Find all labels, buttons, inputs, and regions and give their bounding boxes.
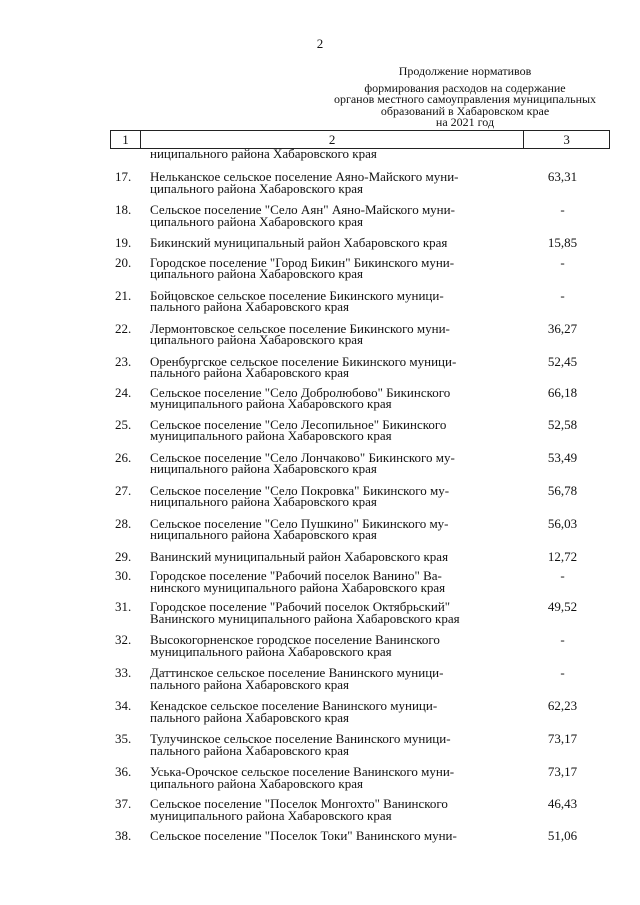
row-name-line: ниципального района Хабаровского края	[150, 461, 377, 476]
row-name-line: ципального района Хабаровского края	[150, 332, 363, 347]
row-name	[150, 515, 515, 542]
row-name	[150, 766, 515, 789]
row-name-line: ципального района Хабаровского края	[150, 775, 363, 791]
row-name	[150, 204, 515, 227]
row-number: 17.	[115, 169, 132, 184]
row-name-line: Городское поселение "Рабочий поселок Ванино" Ва-	[150, 568, 442, 583]
row-number: 19.	[115, 235, 132, 250]
row-name-line: Сельское поселение "Село Покровка" Бикинского му-	[150, 482, 450, 498]
row-value: -	[560, 568, 565, 583]
row-value: 15,85	[547, 235, 578, 250]
row-name-line: Тулучинское сельское поселение Ванинского муници-	[150, 731, 451, 746]
row-name	[150, 237, 515, 249]
row-name-line: ципального района Хабаровского края	[150, 266, 363, 281]
table-body	[110, 171, 610, 842]
table-row	[110, 634, 610, 657]
row-value: -	[560, 287, 565, 303]
row-name-line: нинского муниципального района Хабаровского края	[150, 579, 446, 595]
row-name-line: Бойцовское сельское поселение Бикинского муници-	[150, 287, 444, 303]
row-name	[150, 601, 515, 624]
row-name-line: пального района Хабаровского края	[150, 365, 350, 380]
row-name-line: Городское поселение "Город Бикин" Бикинского муни-	[150, 254, 455, 270]
row-number: 35.	[115, 731, 132, 746]
row-number: 22.	[115, 320, 132, 336]
row-name-line: ципального района Хабаровского края	[150, 213, 363, 229]
row-name-line: муниципального района Хабаровского края	[150, 428, 392, 443]
row-value: -	[560, 254, 565, 270]
row-name-line: Высокогорненское городское поселение Ванинского	[150, 632, 440, 647]
row-name	[150, 416, 515, 443]
row-number: 25.	[115, 416, 132, 432]
row-name-line: Ванинский муниципальный район Хабаровского края	[150, 548, 449, 564]
row-name-line: Городское поселение "Рабочий поселок Октябрьский"	[150, 599, 451, 614]
row-name-line: пального района Хабаровского края	[150, 742, 350, 758]
row-number: 18.	[115, 202, 132, 217]
row-name-line: Кенадское сельское поселение Ванинского муници-	[150, 698, 438, 713]
row-name	[150, 287, 515, 314]
row-number: 38.	[115, 828, 132, 843]
table-row	[110, 449, 610, 476]
row-name	[150, 634, 515, 657]
row-name-line: ниципального района Хабаровского края	[150, 527, 377, 542]
table-row	[110, 416, 610, 443]
row-number: 32.	[115, 632, 132, 647]
row-name-line: Сельское поселение "Село Лончаково" Бикинского му-	[150, 449, 455, 465]
row-name-line: Сельское поселение "Село Аян" Аяно-Майского муни-	[150, 202, 455, 217]
table-row	[110, 353, 610, 380]
table-row	[110, 733, 610, 756]
row-value: 56,03	[547, 515, 578, 531]
row-name-line: Бикинский муниципальный район Хабаровского края	[150, 235, 448, 250]
row-name	[150, 449, 515, 476]
row-name	[150, 798, 515, 821]
row-name-line: Ванинского муниципального района Хабаровского края	[150, 610, 460, 626]
row-value: -	[560, 632, 565, 647]
row-name	[150, 733, 515, 756]
table-row	[110, 237, 610, 249]
row-name	[150, 254, 515, 281]
row-number: 30.	[115, 568, 132, 583]
column-header-number: 1	[110, 131, 140, 148]
row-name-line: Лермонтовское сельское поселение Бикинского муни-	[150, 320, 450, 336]
row-value: 56,78	[547, 482, 578, 498]
row-value: 53,49	[547, 449, 578, 465]
row-value: 52,58	[547, 416, 578, 432]
row-value: -	[560, 665, 565, 680]
table-row	[110, 700, 610, 723]
caption-line: образований в Хабаровском крае	[380, 103, 550, 118]
row-number: 31.	[115, 599, 132, 614]
table-row	[110, 287, 610, 314]
row-name-line: Сельское поселение "Село Лесопильное" Бикинского	[150, 416, 447, 432]
continued-row-text: ниципального района Хабаровского края	[150, 148, 377, 161]
column-header-name: 2	[140, 131, 523, 148]
row-name-line: муниципального района Хабаровского края	[150, 807, 392, 823]
row-name-line: Уська-Орочское сельское поселение Ванинского муни-	[150, 764, 455, 779]
caption-line: Продолжение нормативов	[398, 64, 532, 78]
row-name	[150, 570, 515, 593]
table-row	[110, 548, 610, 564]
row-number: 36.	[115, 764, 132, 779]
table-row	[110, 254, 610, 281]
table-row	[110, 204, 610, 227]
row-name	[150, 384, 515, 411]
table-row	[110, 320, 610, 347]
table-row	[110, 171, 610, 194]
row-value: 66,18	[547, 384, 578, 400]
table-row	[110, 570, 610, 593]
row-name	[150, 320, 515, 347]
row-value: 12,72	[547, 548, 578, 564]
row-name-line: ниципального района Хабаровского края	[150, 494, 377, 509]
row-value: 73,17	[547, 731, 578, 746]
row-number: 33.	[115, 665, 132, 680]
table-row	[110, 515, 610, 542]
row-number: 28.	[115, 515, 132, 531]
row-value: 51,06	[547, 828, 578, 843]
row-name-line: Нельканское сельское поселение Аяно-Майского муни-	[150, 169, 459, 184]
table-header-row	[110, 130, 610, 149]
table-row	[110, 384, 610, 411]
table-row	[110, 601, 610, 624]
row-name-line: пального района Хабаровского края	[150, 299, 350, 314]
row-name-line: пального района Хабаровского края	[150, 709, 350, 725]
column-header-value: 3	[523, 131, 610, 148]
row-value: 62,23	[547, 698, 578, 713]
page-number: 2	[316, 36, 324, 51]
row-number: 21.	[115, 287, 132, 303]
row-value: -	[560, 202, 565, 217]
row-value: 49,52	[547, 599, 578, 614]
row-name-line: ципального района Хабаровского края	[150, 180, 363, 196]
row-name-line: Оренбургское сельское поселение Бикинского муници-	[150, 353, 457, 369]
table-row	[110, 766, 610, 789]
row-number: 20.	[115, 254, 132, 270]
row-value: 52,45	[547, 353, 578, 369]
table-row	[110, 482, 610, 509]
row-name-line: муниципального района Хабаровского края	[150, 643, 392, 659]
row-name-line: Сельское поселение "Село Пушкино" Бикинского му-	[150, 515, 449, 531]
row-name-line: Сельское поселение "Поселок Монгохто" Ванинского	[150, 796, 448, 811]
caption-line: на 2021 год	[435, 115, 495, 129]
norms-table	[110, 130, 610, 842]
row-name-line: Даттинское сельское поселение Ванинского муници-	[150, 665, 444, 680]
row-number: 34.	[115, 698, 132, 713]
row-value: 63,31	[547, 169, 578, 184]
row-value: 46,43	[547, 796, 578, 811]
row-name	[150, 482, 515, 509]
row-name	[150, 353, 515, 380]
row-number: 29.	[115, 548, 132, 564]
row-name	[150, 548, 515, 564]
row-number: 27.	[115, 482, 132, 498]
row-name	[150, 830, 515, 842]
row-name-line: Сельское поселение "Поселок Токи" Ванинского муни-	[150, 828, 457, 843]
row-name-line: пального района Хабаровского края	[150, 676, 350, 692]
row-number: 23.	[115, 353, 132, 369]
row-value: 36,27	[547, 320, 578, 336]
row-name-line: Сельское поселение "Село Добролюбово" Бикинского	[150, 384, 451, 400]
row-name	[150, 171, 515, 194]
caption-line: формирования расходов на содержание	[364, 80, 566, 95]
table-row	[110, 667, 610, 690]
table-row	[110, 798, 610, 821]
row-number: 24.	[115, 384, 132, 400]
row-number: 26.	[115, 449, 132, 465]
caption-line: органов местного самоуправления муниципальных	[333, 92, 597, 106]
table-caption	[300, 66, 630, 129]
row-name	[150, 700, 515, 723]
table-row	[110, 830, 610, 842]
row-name	[150, 667, 515, 690]
row-name-line: муниципального района Хабаровского края	[150, 396, 392, 411]
row-value: 73,17	[547, 764, 578, 779]
row-number: 37.	[115, 796, 132, 811]
